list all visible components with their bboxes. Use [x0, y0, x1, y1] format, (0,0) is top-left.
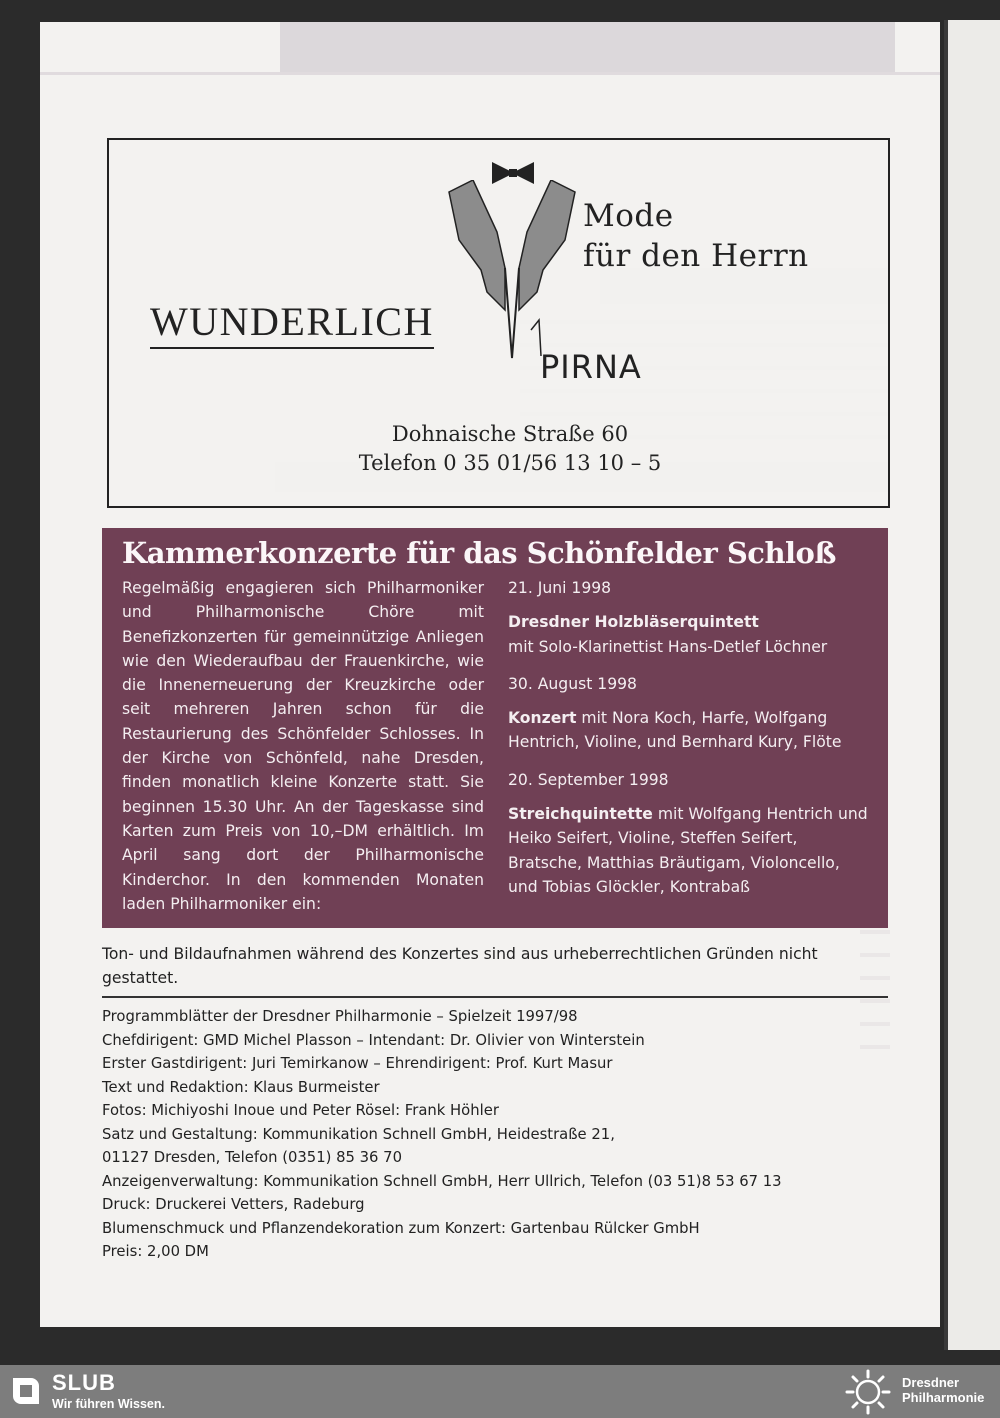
event-list [508, 576, 873, 912]
imprint-line: Preis: 2,00 DM [102, 1243, 209, 1260]
bleed-through-band [280, 22, 895, 74]
partner-line1: Dresdner [902, 1375, 960, 1390]
bleed-through-edge [40, 72, 940, 75]
imprint-line: Blumenschmuck und Pflanzendekoration zum Konzert: Gartenbau Rülcker GmbH [102, 1219, 700, 1237]
jacket-lapel-icon [447, 180, 577, 360]
adjacent-page-edge [948, 20, 1000, 1350]
imprint-line: Fotos: Michiyoshi Inoue und Peter Rösel: Frank Höhler [102, 1102, 499, 1119]
concert-panel [102, 528, 888, 928]
footer-bar [0, 1365, 1000, 1418]
imprint-line: 01127 Dresden, Telefon (0351) 85 36 70 [102, 1149, 403, 1166]
ad-address: Dohnaische Straße 60 [391, 422, 629, 446]
event-item [508, 576, 873, 659]
event-item [508, 768, 873, 899]
concert-intro: Regelmäßig engagieren sich Philharmoniker und Philharmonische Chöre mit Benefizkonzerten für gemeinnützige Anliegen wie den Wiederaufbau der Frauenkirche, wie die Innenerneuerung der Kreuzkirche oder seit mehreren Jahren schon für die Restaurierung des Schönfelder Schlosses. In der Kirche von Schönfeld, nahe Dresden, finden monatlich kleine Konzerte statt. Sie beginnen 15.30 Uhr. An der Tageskasse sind Karten zum Preis von 10,–DM erhältlich. Im April sang dort der Philharmonische Kinderchor. In den kommenden Monaten laden Philharmoniker ein: [122, 579, 484, 913]
imprint-line: Text und Redaktion: Klaus Burmeister [102, 1078, 380, 1096]
imprint-line: Erster Gastdirigent: Juri Temirkanow – Ehrendirigent: Prof. Kurt Masur [102, 1055, 613, 1072]
event-date: 20. September 1998 [508, 770, 669, 789]
slub-logo-icon[interactable] [9, 1374, 43, 1408]
ad-phone: Telefon 0 35 01/56 13 10 – 5 [358, 451, 662, 475]
recording-notice: Ton- und Bildaufnahmen während des Konzertes sind aus urheberrechtlichen Gründen nicht gestattet. [102, 945, 818, 987]
imprint-line: Programmblätter der Dresdner Philharmonie – Spielzeit 1997/98 [102, 1008, 578, 1025]
event-detail: mit Wolfgang Hentrich und Heiko Seifert, Violine, Steffen Seifert, Bratsche, Matthias Bräutigam, Violoncello, und Tobias Glöckler, Kontrabaß [508, 805, 868, 896]
partner-line2: Philharmonie [902, 1390, 985, 1405]
event-detail: mit Solo-Klarinettist Hans-Detlef Löchner [508, 637, 828, 656]
ad-tagline [583, 196, 809, 276]
ad-tagline-line1: Mode [583, 198, 674, 234]
imprint-line: Satz und Gestaltung: Kommunikation Schnell GmbH, Heidestraße 21, [102, 1125, 615, 1143]
concert-title: Kammerkonzerte für das Schönfelder Schloß [122, 536, 836, 570]
ad-tagline-line2: für den Herrn [583, 238, 809, 274]
event-title: Streichquintette [508, 805, 653, 824]
slub-subtitle: Wir führen Wissen. [52, 1397, 165, 1411]
event-detail: mit Nora Koch, Harfe, Wolfgang Hentrich, Violine, und Bernhard Kury, Flöte [508, 709, 842, 752]
philharmonie-logo-icon[interactable] [842, 1369, 894, 1415]
philharmonie-name [902, 1375, 984, 1405]
imprint-line: Anzeigenverwaltung: Kommunikation Schnell GmbH, Herr Ullrich, Telefon (03 51)8 53 67 13 [102, 1172, 782, 1190]
ad-contact [320, 420, 700, 478]
ad-city: PIRNA [540, 348, 642, 386]
imprint-line: Druck: Druckerei Vetters, Radeburg [102, 1196, 365, 1213]
event-item [508, 672, 873, 755]
imprint [102, 1005, 888, 1264]
event-title: Dresdner Holzbläserquintett [508, 613, 759, 632]
event-title: Konzert [508, 709, 577, 728]
event-date: 21. Juni 1998 [508, 579, 612, 597]
imprint-line: Chefdirigent: GMD Michel Plasson – Intendant: Dr. Olivier von Winterstein [102, 1031, 645, 1049]
divider [102, 996, 888, 998]
event-date: 30. August 1998 [508, 674, 637, 693]
ad-brand-name: WUNDERLICH [150, 298, 434, 349]
slub-title[interactable]: SLUB [52, 1370, 116, 1395]
